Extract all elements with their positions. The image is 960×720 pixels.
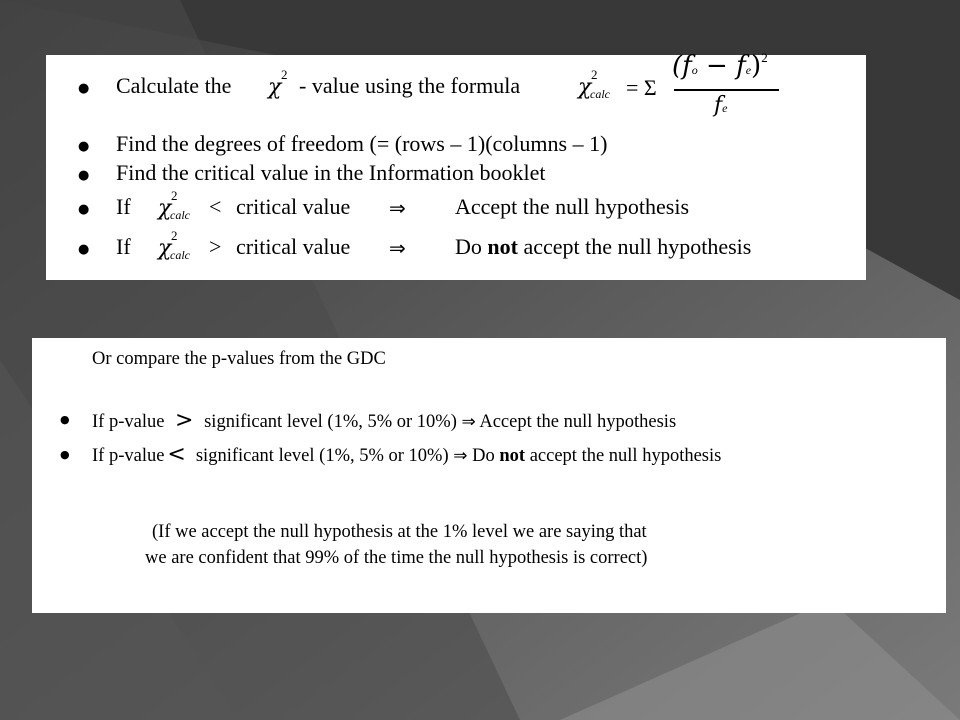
p-value-intro: Or compare the p-values from the GDC — [92, 349, 386, 369]
implies-arrow: ⇒ — [389, 236, 406, 260]
do-not-accept-text: Do not accept the null hypothesis — [455, 234, 752, 259]
greater-than: > — [175, 408, 194, 433]
chi-calc-symbol: χ 2 calc — [578, 67, 610, 101]
note-line-1: (If we accept the null hypothesis at the 1% level we are saying that — [152, 522, 647, 542]
step-if-greater: If — [116, 234, 131, 259]
p-value-less-rule: If p-value < significant level (1%, 5% or 10%) ⇒ Do not accept the null hypothesis — [92, 442, 722, 467]
chi-calc-symbol: χ 2 calc — [158, 228, 190, 262]
chi-calc-symbol: χ 2 calc — [158, 188, 190, 222]
less-than: < — [209, 194, 222, 219]
note-line-2: we are confident that 99% of the time the null hypothesis is correct) — [145, 548, 648, 568]
bullet: ● — [60, 413, 70, 426]
implies-arrow: ⇒ — [453, 446, 468, 466]
implies-arrow: ⇒ — [389, 196, 406, 220]
critical-value-text: critical value — [236, 234, 351, 259]
implies-arrow: ⇒ — [461, 412, 476, 432]
bullet: ● — [78, 168, 90, 183]
p-value-greater-rule: If p-value > significant level (1%, 5% or 10%) ⇒ Accept the null hypothesis — [92, 408, 677, 433]
step-if-less: If — [116, 194, 131, 219]
p-value-box — [32, 338, 946, 613]
less-than: < — [167, 442, 186, 467]
bullet: ● — [78, 242, 90, 257]
step-text: - value using the formula — [299, 73, 521, 98]
bullet: ● — [60, 448, 70, 461]
bullet: ● — [78, 139, 90, 154]
step-calculate-mid — [299, 73, 520, 99]
step-critical-value: Find the critical value in the Information booklet — [116, 160, 546, 185]
bullet: ● — [78, 81, 90, 96]
greater-than: > — [209, 234, 222, 259]
bullet: ● — [78, 202, 90, 217]
chi-symbol: χ 2 — [268, 67, 288, 100]
formula-denominator: fe — [714, 93, 728, 118]
critical-value-text: critical value — [236, 194, 351, 219]
step-degrees-freedom: Find the degrees of freedom (= (rows – 1)(columns – 1) — [116, 131, 608, 156]
step-calculate — [116, 73, 231, 99]
fraction-bar — [674, 89, 779, 91]
step-text: Calculate the — [116, 73, 232, 98]
formula-numerator: (fo − fe)$^2$ — [672, 50, 768, 81]
accept-text: Accept the null hypothesis — [455, 194, 690, 219]
chi-square-steps-box — [46, 50, 866, 280]
equals-sigma: = Σ — [626, 75, 657, 100]
